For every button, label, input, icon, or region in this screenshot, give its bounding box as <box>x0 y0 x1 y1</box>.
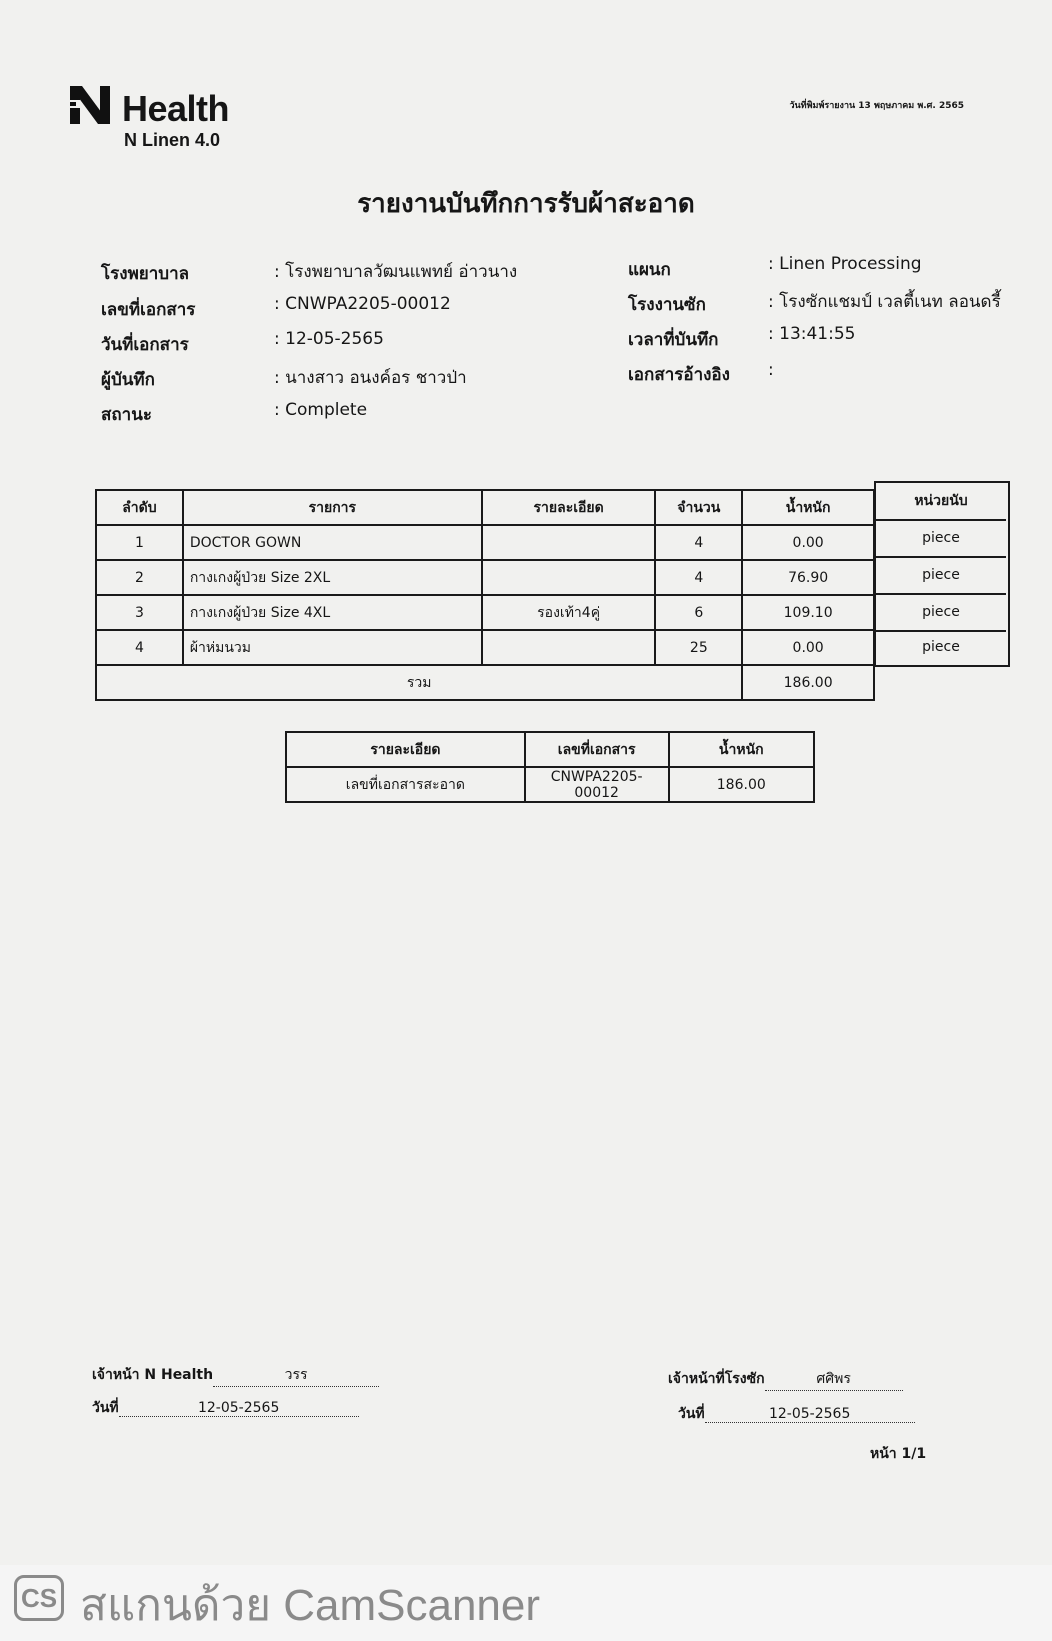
row-no: 2 <box>96 560 183 595</box>
row-detail: รองเท้า4คู่ <box>482 595 656 630</box>
camscanner-logo-icon: CS <box>14 1575 64 1621</box>
table-row <box>286 767 814 802</box>
row-detail <box>482 525 656 560</box>
total-weight: 186.00 <box>742 665 874 700</box>
docno-label: เลขที่เอกสาร <box>101 300 196 320</box>
row-weight: 0.00 <box>742 525 874 560</box>
unit-cell: piece <box>876 558 1006 595</box>
rectime-value: : 13:41:55 <box>768 324 856 344</box>
summary-header-weight: น้ำหนัก <box>669 732 814 767</box>
ref-value: : <box>768 360 774 380</box>
hospital-label: โรงพยาบาล <box>101 264 190 284</box>
unit-cell: piece <box>876 521 1006 558</box>
dept-value: : Linen Processing <box>768 254 922 274</box>
summary-docno: CNWPA2205-00012 <box>525 767 669 802</box>
items-table <box>95 489 875 701</box>
unit-cell: piece <box>922 639 960 655</box>
row-qty: 4 <box>655 525 742 560</box>
left-signature-line <box>92 1364 379 1387</box>
table-row <box>96 525 874 560</box>
status-label: สถานะ <box>101 405 152 425</box>
row-no: 4 <box>96 630 183 665</box>
row-item: กางเกงผู้ป่วย Size 4XL <box>183 595 482 630</box>
right-date-line <box>678 1403 915 1425</box>
left-signature: วรร <box>213 1364 379 1387</box>
report-title: รายงานบันทึกการรับผ้าสะอาด <box>357 189 695 219</box>
ref-label: เอกสารอ้างอิง <box>628 365 730 385</box>
summary-header-docno: เลขที่เอกสาร <box>525 732 669 767</box>
row-item: กางเกงผู้ป่วย Size 2XL <box>183 560 482 595</box>
header-no: ลำดับ <box>96 490 183 525</box>
laundry-label: โรงงานซัก <box>628 295 706 315</box>
recorder-label: ผู้บันทึก <box>101 370 155 390</box>
row-qty: 6 <box>655 595 742 630</box>
row-no: 3 <box>96 595 183 630</box>
docdate-value: : 12-05-2565 <box>274 329 384 349</box>
logo-text: Health <box>122 88 230 129</box>
right-date: 12-05-2565 <box>705 1406 915 1423</box>
left-signature-label: เจ้าหน้า N Health <box>92 1367 214 1383</box>
items-table-header <box>96 490 874 525</box>
header-detail: รายละเอียด <box>482 490 656 525</box>
row-weight: 109.10 <box>742 595 874 630</box>
row-item: ผ้าห่มนวม <box>183 630 482 665</box>
summary-table-header <box>286 732 814 767</box>
left-date-line <box>92 1397 359 1419</box>
row-no: 1 <box>96 525 183 560</box>
unit-header: หน่วยนับ <box>876 483 1006 521</box>
laundry-value: : โรงซักแชมป์ เวลตี้เนท ลอนดรี้ <box>768 292 1001 312</box>
left-date-label: วันที่ <box>92 1400 119 1416</box>
row-weight: 76.90 <box>742 560 874 595</box>
table-row <box>96 630 874 665</box>
summary-header-detail: รายละเอียด <box>286 732 525 767</box>
status-value: : Complete <box>274 400 368 420</box>
summary-weight: 186.00 <box>669 767 814 802</box>
hospital-value: : โรงพยาบาลวัฒนแพทย์ อ่าวนาง <box>274 262 518 282</box>
docdate-label: วันที่เอกสาร <box>101 335 189 355</box>
summary-detail: เลขที่เอกสารสะอาด <box>286 767 525 802</box>
dept-label: แผนก <box>628 260 671 280</box>
right-signature-label: เจ้าหน้าที่โรงซัก <box>668 1371 765 1387</box>
header-qty: จำนวน <box>655 490 742 525</box>
summary-table <box>285 731 815 803</box>
table-row <box>96 595 874 630</box>
row-detail <box>482 560 656 595</box>
n-health-logo-icon <box>68 84 112 126</box>
total-row <box>96 665 874 700</box>
recorder-value: : นางสาว อนงค์อร ชาวป่า <box>274 368 467 388</box>
left-date: 12-05-2565 <box>119 1400 359 1417</box>
row-qty: 25 <box>655 630 742 665</box>
rectime-label: เวลาที่บันทึก <box>628 330 719 350</box>
unit-cell: piece <box>876 595 1006 632</box>
table-row <box>96 560 874 595</box>
row-weight: 0.00 <box>742 630 874 665</box>
right-signature: ศศิพร <box>765 1368 903 1391</box>
row-qty: 4 <box>655 560 742 595</box>
docno-value: : CNWPA2205-00012 <box>274 294 451 314</box>
header-item: รายการ <box>183 490 482 525</box>
right-signature-line <box>668 1368 903 1391</box>
camscanner-text: สแกนด้วย CamScanner <box>80 1581 541 1630</box>
right-date-label: วันที่ <box>678 1406 705 1422</box>
print-date: วันที่พิมพ์รายงาน 13 พฤษภาคม พ.ศ. 2565 <box>789 101 964 111</box>
total-label: รวม <box>96 665 742 700</box>
page-number: หน้า 1/1 <box>870 1446 927 1462</box>
row-item: DOCTOR GOWN <box>183 525 482 560</box>
header-weight: น้ำหนัก <box>742 490 874 525</box>
logo-subtitle: N Linen 4.0 <box>124 130 221 150</box>
row-detail <box>482 630 656 665</box>
